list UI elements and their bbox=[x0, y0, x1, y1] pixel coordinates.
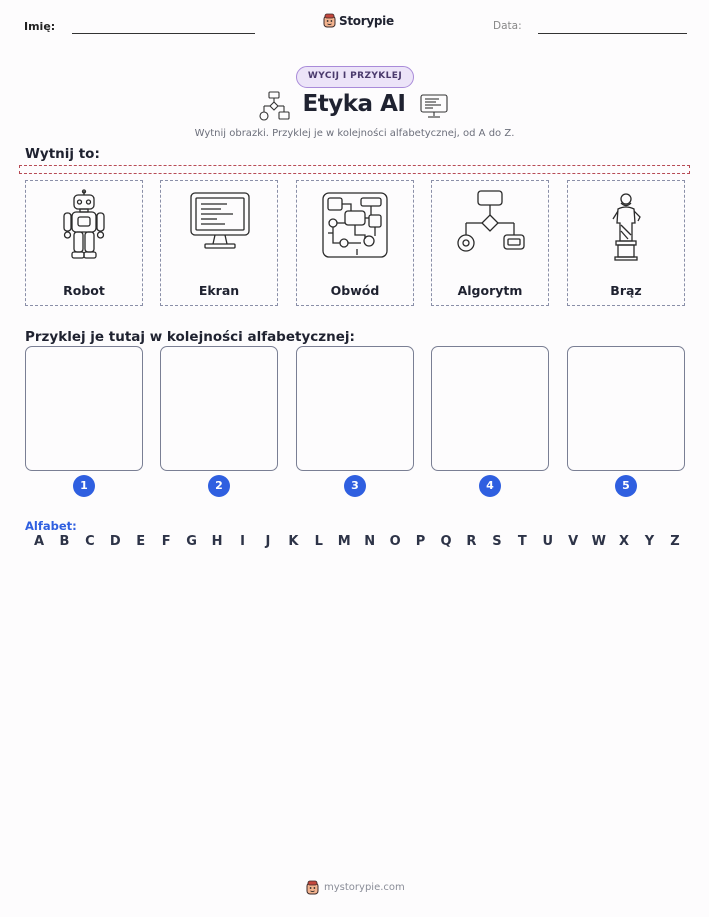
paste-box-3[interactable] bbox=[296, 346, 414, 471]
alphabet-letter: A bbox=[33, 534, 45, 549]
alphabet-letter: B bbox=[59, 534, 70, 549]
monitor-icon bbox=[181, 189, 257, 263]
statue-icon bbox=[588, 189, 664, 263]
alphabet-letter: Y bbox=[644, 534, 655, 549]
brand-name: Storypie bbox=[339, 13, 394, 28]
cut-card-braz[interactable] bbox=[567, 180, 685, 306]
alphabet-letter: L bbox=[314, 534, 323, 549]
alphabet-letter: M bbox=[337, 534, 351, 549]
cut-card-ekran[interactable] bbox=[160, 180, 278, 306]
alphabet-letter: F bbox=[161, 534, 171, 549]
card-label: Robot bbox=[63, 283, 105, 298]
storypie-mascot-icon bbox=[306, 880, 319, 895]
activity-badge: WYCIJ I PRZYKLEJ bbox=[296, 66, 414, 88]
brand-logo bbox=[323, 13, 394, 28]
alphabet-letter: R bbox=[466, 534, 477, 549]
card-label: Ekran bbox=[198, 283, 240, 298]
alphabet-letter: S bbox=[492, 534, 502, 549]
alphabet-letter: N bbox=[364, 534, 376, 549]
card-label: Algorytm bbox=[457, 283, 523, 298]
alphabet-letter: Q bbox=[440, 534, 452, 549]
alphabet-letter: X bbox=[619, 534, 630, 549]
cut-card-algorytm[interactable] bbox=[431, 180, 549, 306]
robot-icon bbox=[46, 189, 122, 263]
alphabet-letter: V bbox=[568, 534, 579, 549]
cut-heading: Wytnij to: bbox=[25, 146, 100, 162]
number-badge: 5 bbox=[615, 475, 637, 497]
flowchart-icon bbox=[452, 189, 528, 263]
cut-card-obwod[interactable] bbox=[296, 180, 414, 306]
alphabet-row bbox=[25, 534, 689, 549]
paste-box-1[interactable] bbox=[25, 346, 143, 471]
card-label: Obwód bbox=[330, 283, 380, 298]
alphabet-letter: D bbox=[109, 534, 121, 549]
cut-card-robot[interactable] bbox=[25, 180, 143, 306]
alphabet-letter: P bbox=[415, 534, 426, 549]
number-badge: 1 bbox=[73, 475, 95, 497]
paste-box-2[interactable] bbox=[160, 346, 278, 471]
alphabet-letter: U bbox=[542, 534, 554, 549]
alphabet-letter: W bbox=[591, 534, 606, 549]
footer bbox=[306, 880, 405, 895]
name-line bbox=[72, 33, 255, 34]
alphabet-letter: O bbox=[389, 534, 401, 549]
alphabet-letter: E bbox=[136, 534, 146, 549]
number-badge: 4 bbox=[479, 475, 501, 497]
page-title: Etyka AI bbox=[302, 91, 406, 117]
date-line bbox=[538, 33, 687, 34]
alphabet-letter: T bbox=[517, 534, 527, 549]
flowchart-icon bbox=[258, 91, 290, 121]
number-badge: 2 bbox=[208, 475, 230, 497]
paste-box-4[interactable] bbox=[431, 346, 549, 471]
circuit-icon bbox=[317, 189, 393, 263]
alphabet-letter: I bbox=[240, 534, 245, 549]
paste-heading: Przyklej je tutaj w kolejności alfabetycznej: bbox=[25, 329, 355, 345]
card-label: Brąz bbox=[610, 283, 642, 298]
instructions: Wytnij obrazki. Przyklej je w kolejności alfabetycznej, od A do Z. bbox=[194, 128, 515, 139]
number-badge: 3 bbox=[344, 475, 366, 497]
alphabet-letter: J bbox=[265, 534, 271, 549]
cut-guide-line bbox=[19, 165, 690, 174]
footer-url[interactable]: mystorypie.com bbox=[324, 882, 405, 893]
paste-box-5[interactable] bbox=[567, 346, 685, 471]
alphabet-letter: K bbox=[288, 534, 299, 549]
alphabet-letter: G bbox=[186, 534, 197, 549]
alphabet-letter: C bbox=[85, 534, 95, 549]
storypie-mascot-icon bbox=[323, 13, 336, 28]
alphabet-label: Alfabet: bbox=[25, 519, 77, 533]
alphabet-letter: H bbox=[211, 534, 223, 549]
name-label: Imię: bbox=[24, 20, 56, 33]
date-label: Data: bbox=[493, 20, 522, 32]
alphabet-letter: Z bbox=[670, 534, 680, 549]
monitor-icon bbox=[419, 93, 449, 119]
